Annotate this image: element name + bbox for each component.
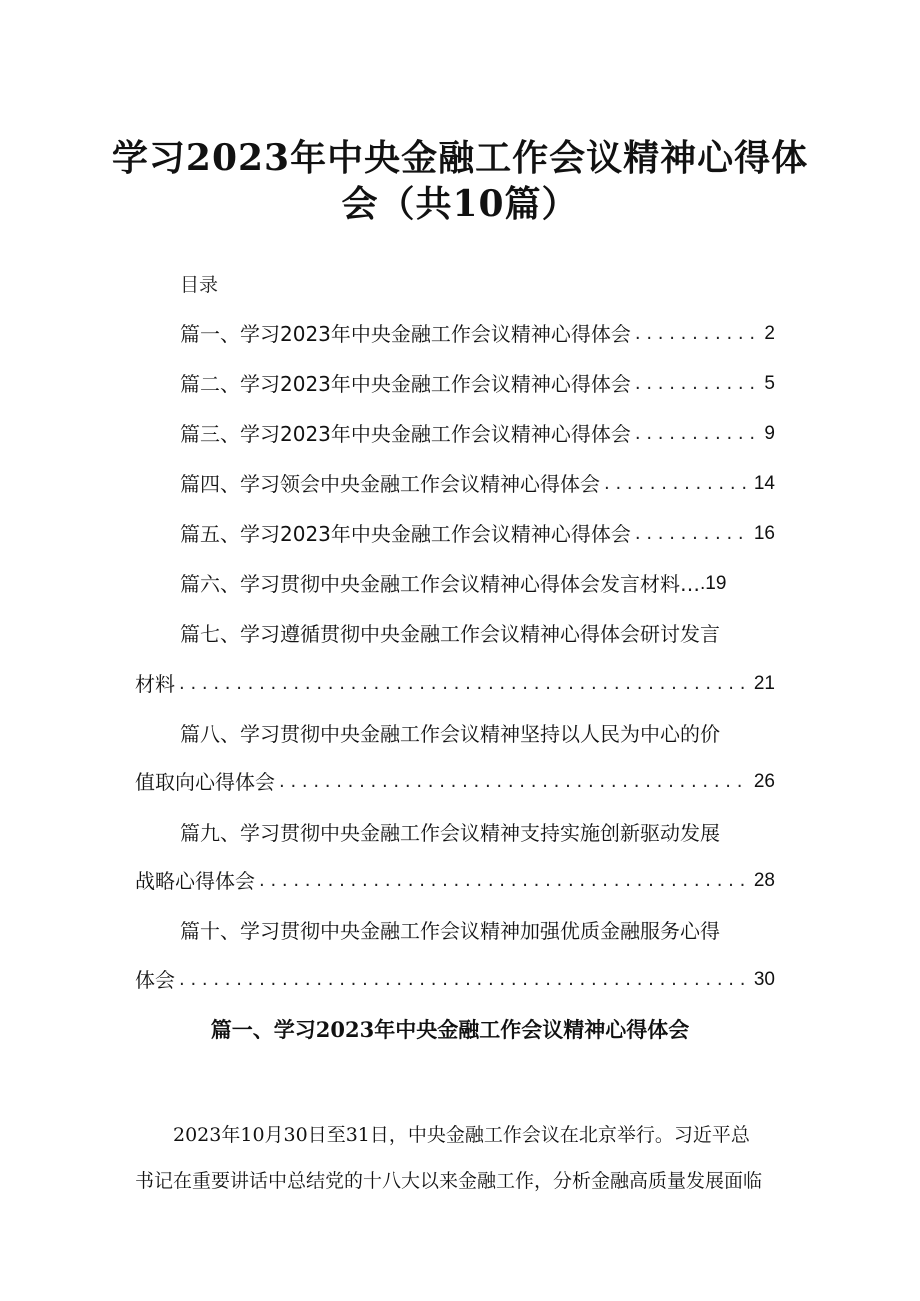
toc-entry-page: 28 [753,870,775,891]
toc-entry-first-line[interactable]: 篇八、学习贯彻中央金融工作会议精神坚持以人民为中心的价 [180,722,720,746]
toc-entry[interactable] [180,520,775,548]
toc-entry-first-line[interactable]: 篇七、学习遵循贯彻中央金融工作会议精神心得体会研讨发言 [180,622,720,646]
toc-leader-dots [635,520,750,548]
body-paragraph [135,1112,790,1204]
toc-entry-continued[interactable] [135,768,775,796]
toc-entry-label: 篇二、学习2023年中央金融工作会议精神心得体会 [180,372,631,396]
toc-leader-dots [635,420,761,448]
document-title-line-2: 会（共10篇） [341,183,579,225]
toc-entry-page: 5 [764,373,775,394]
toc-entry-page: 21 [753,673,775,694]
section-heading: 篇一、学习2023年中央金融工作会议精神心得体会 [210,1017,690,1042]
toc-entry[interactable] [180,370,775,398]
toc-leader-dots [635,320,761,348]
toc-entry-label: 篇六、学习贯彻中央金融工作会议精神心得体会发言材料… [180,572,700,596]
toc-entry-label: 篇五、学习2023年中央金融工作会议精神心得体会 [180,522,631,546]
paragraph-line: 2023年10月30日至31日，中央金融工作会议在北京举行。习近平总 [173,1124,750,1146]
toc-entry-label: 篇四、学习领会中央金融工作会议精神心得体会 [180,472,600,496]
toc-leader-dots [179,670,750,698]
toc-entry-first-line[interactable]: 篇十、学习贯彻中央金融工作会议精神加强优质金融服务心得 [180,919,720,943]
paragraph-line: 书记在重要讲话中总结党的十八大以来金融工作，分析金融高质量发展面临 [135,1170,763,1192]
toc-entry-page: .19 [700,573,727,594]
toc-entry-continued[interactable] [135,867,775,895]
toc-entry-continued[interactable] [135,670,775,698]
toc-entry[interactable] [180,420,775,448]
toc-entry-page: 30 [753,969,775,990]
toc-entry[interactable] [180,570,775,598]
toc-leader-dots [279,768,750,796]
toc-heading: 目录 [180,274,219,296]
toc-entry-label: 战略心得体会 [135,869,255,893]
toc-entry-page: 9 [764,423,775,444]
toc-leader-dots [604,470,750,498]
toc-leader-dots [635,370,761,398]
toc-entry-page: 2 [764,323,775,344]
toc-entry-first-line[interactable]: 篇九、学习贯彻中央金融工作会议精神支持实施创新驱动发展 [180,821,720,845]
toc-entry-label: 篇三、学习2023年中央金融工作会议精神心得体会 [180,422,631,446]
toc-leader-dots [259,867,750,895]
toc-entry-label: 值取向心得体会 [135,770,275,794]
toc-leader-dots [179,966,750,994]
toc-entry[interactable] [180,470,775,498]
toc-entry-continued[interactable] [135,966,775,994]
toc-entry-page: 26 [753,771,775,792]
toc-entry-page: 16 [753,523,775,544]
toc-entry-label: 篇一、学习2023年中央金融工作会议精神心得体会 [180,322,631,346]
toc-entry[interactable] [180,320,775,348]
document-title-line-1: 学习2023年中央金融工作会议精神心得体 [111,137,809,179]
toc-entry-label: 材料 [135,672,175,696]
toc-entry-label: 体会 [135,968,175,992]
toc-entry-page: 14 [753,473,775,494]
